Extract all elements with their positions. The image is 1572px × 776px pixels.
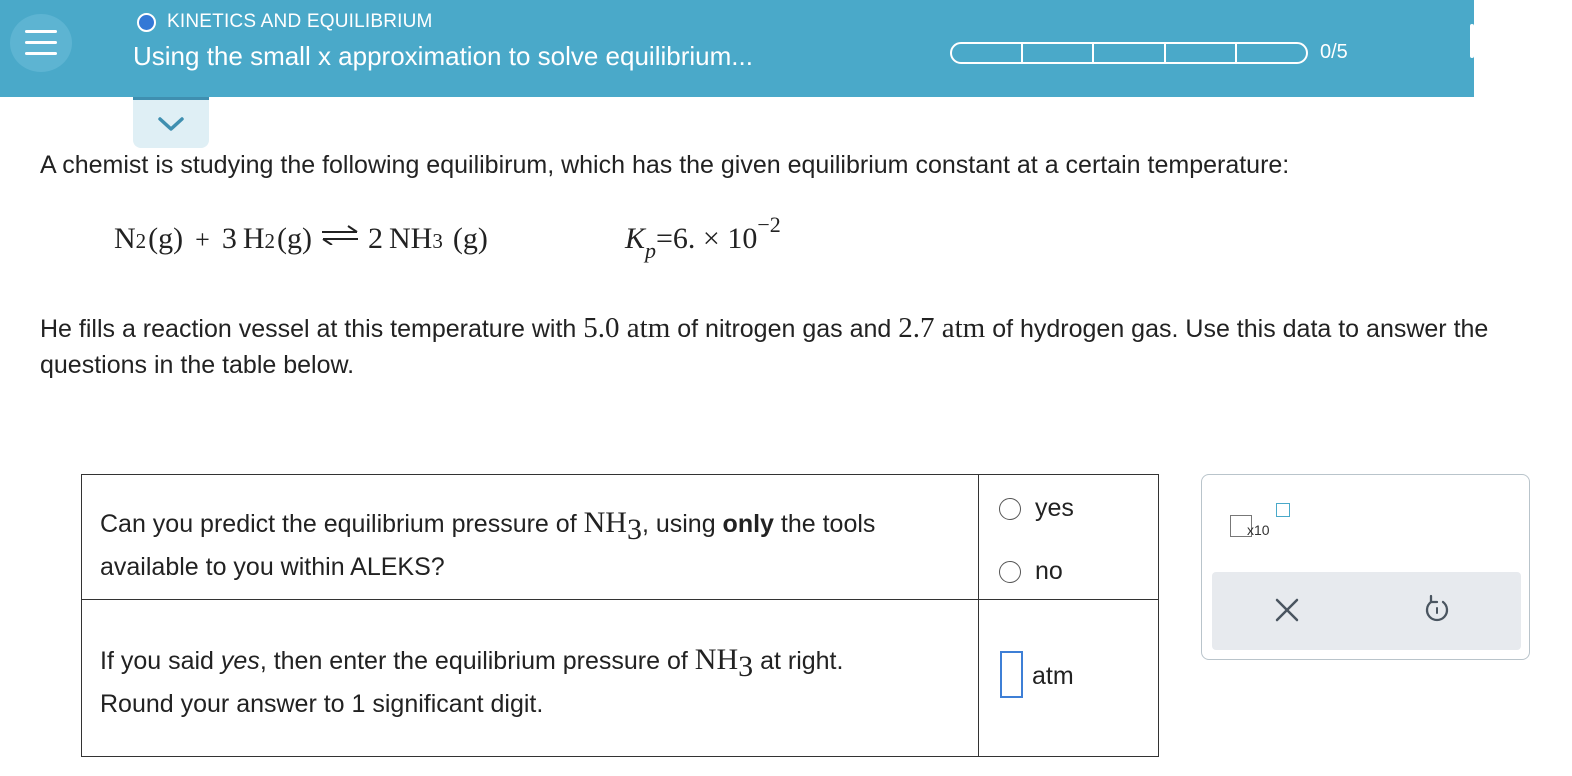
no-radio[interactable]	[999, 561, 1021, 583]
given-data	[40, 310, 1570, 383]
question-1-text	[82, 475, 979, 599]
eq-h2-species: H	[242, 222, 265, 255]
kp-subscript: p	[645, 238, 657, 263]
pressure-answer-input[interactable]	[1000, 651, 1023, 698]
kp-mantissa: =6. × 10	[656, 222, 758, 255]
n2-pressure-value: 5.0	[583, 312, 620, 344]
no-label: no	[1035, 557, 1063, 585]
question-2-answer	[979, 600, 1158, 756]
progress-segment	[952, 44, 1023, 62]
question-1-options	[979, 475, 1158, 599]
hamburger-line	[25, 41, 57, 44]
q1-species: NH	[583, 506, 627, 539]
eq-h2-state: (g)	[277, 222, 312, 255]
q1-text: the tools available to you within ALEKS?	[100, 510, 876, 581]
q1-subscript: 3	[626, 513, 642, 546]
given-text: of nitrogen gas and	[670, 315, 899, 343]
eq-plus: +	[195, 225, 210, 254]
q2-text: , then enter the equilibrium pressure of	[259, 647, 695, 675]
h2-pressure-value: 2.7	[898, 312, 935, 344]
answer-unit-label: atm	[1032, 662, 1074, 690]
exponent-box-icon	[1276, 503, 1290, 517]
chevron-down-icon	[157, 116, 185, 132]
q2-species: NH	[694, 643, 739, 676]
h2-pressure-unit: atm	[934, 312, 986, 344]
answer-tools-panel	[1201, 474, 1530, 660]
progress-segment	[1023, 44, 1094, 62]
yes-option[interactable]	[999, 494, 1074, 523]
topic-label: KINETICS AND EQUILIBRIUM	[167, 11, 433, 32]
progress-segment	[1094, 44, 1165, 62]
yes-label: yes	[1035, 494, 1074, 522]
equilibrium-constant	[625, 212, 781, 263]
equilibrium-arrow-icon	[320, 225, 360, 245]
hamburger-line	[25, 30, 57, 33]
no-option[interactable]	[999, 557, 1063, 586]
eq-nh3-coefficient: 2	[367, 222, 383, 255]
progress-bar	[950, 42, 1308, 64]
q1-text: , using	[641, 510, 723, 538]
n2-pressure-unit: atm	[619, 312, 671, 344]
eq-nh3-species: NH	[388, 222, 433, 255]
question-row-1	[82, 475, 1158, 600]
q2-italic-word: yes	[220, 647, 260, 675]
q1-bold-word: only	[722, 510, 774, 538]
undo-icon[interactable]	[1421, 594, 1453, 626]
tool-action-bar	[1212, 572, 1521, 650]
eq-n2-state: (g)	[148, 222, 184, 255]
given-text: He fills a reaction vessel at this temperature with	[40, 315, 584, 343]
x10-label: x10	[1247, 522, 1270, 538]
menu-button[interactable]	[10, 14, 72, 72]
q2-text: at right.	[753, 647, 844, 675]
eq-nh3-state: (g)	[452, 222, 488, 255]
hamburger-line	[25, 52, 57, 55]
question-2-text	[82, 600, 979, 756]
given-text: of hydrogen gas. Use this data to answer the questions in the table below.	[40, 315, 1489, 379]
problem-intro: A chemist is studying the following equilibirum, which has the given equilibrium constant at a certain temperature:	[40, 151, 1290, 179]
q1-text: Can you predict the equilibrium pressure of	[100, 510, 584, 538]
progress-label: 0/5	[1320, 41, 1348, 63]
eq-h2-coefficient: 3	[221, 222, 237, 255]
progress-segment	[1166, 44, 1237, 62]
eq-n2-species: N	[114, 222, 136, 255]
q2-text: If you said	[100, 647, 221, 675]
chemical-equation: N 2 (g) + 3 H 2 (g) 2 NH 3 (g)	[114, 222, 488, 255]
question-table	[81, 474, 1159, 757]
collapse-header-button[interactable]	[133, 97, 209, 148]
top-header	[0, 0, 1474, 97]
kp-exponent: −2	[757, 212, 781, 237]
q2-subscript: 3	[738, 650, 754, 683]
progress-segment	[1237, 44, 1306, 62]
question-row-2	[82, 600, 1158, 756]
topic-circle-icon	[137, 13, 156, 32]
kp-symbol: K	[625, 222, 646, 255]
close-icon[interactable]	[1273, 596, 1301, 624]
scientific-notation-button[interactable]	[1230, 501, 1292, 541]
q2-rounding-instruction: Round your answer to 1 significant digit.	[100, 690, 544, 718]
yes-radio[interactable]	[999, 498, 1021, 520]
header-edge-marker	[1470, 24, 1474, 58]
topic-row	[137, 11, 433, 33]
page-title: Using the small x approximation to solve equilibrium...	[133, 41, 753, 71]
